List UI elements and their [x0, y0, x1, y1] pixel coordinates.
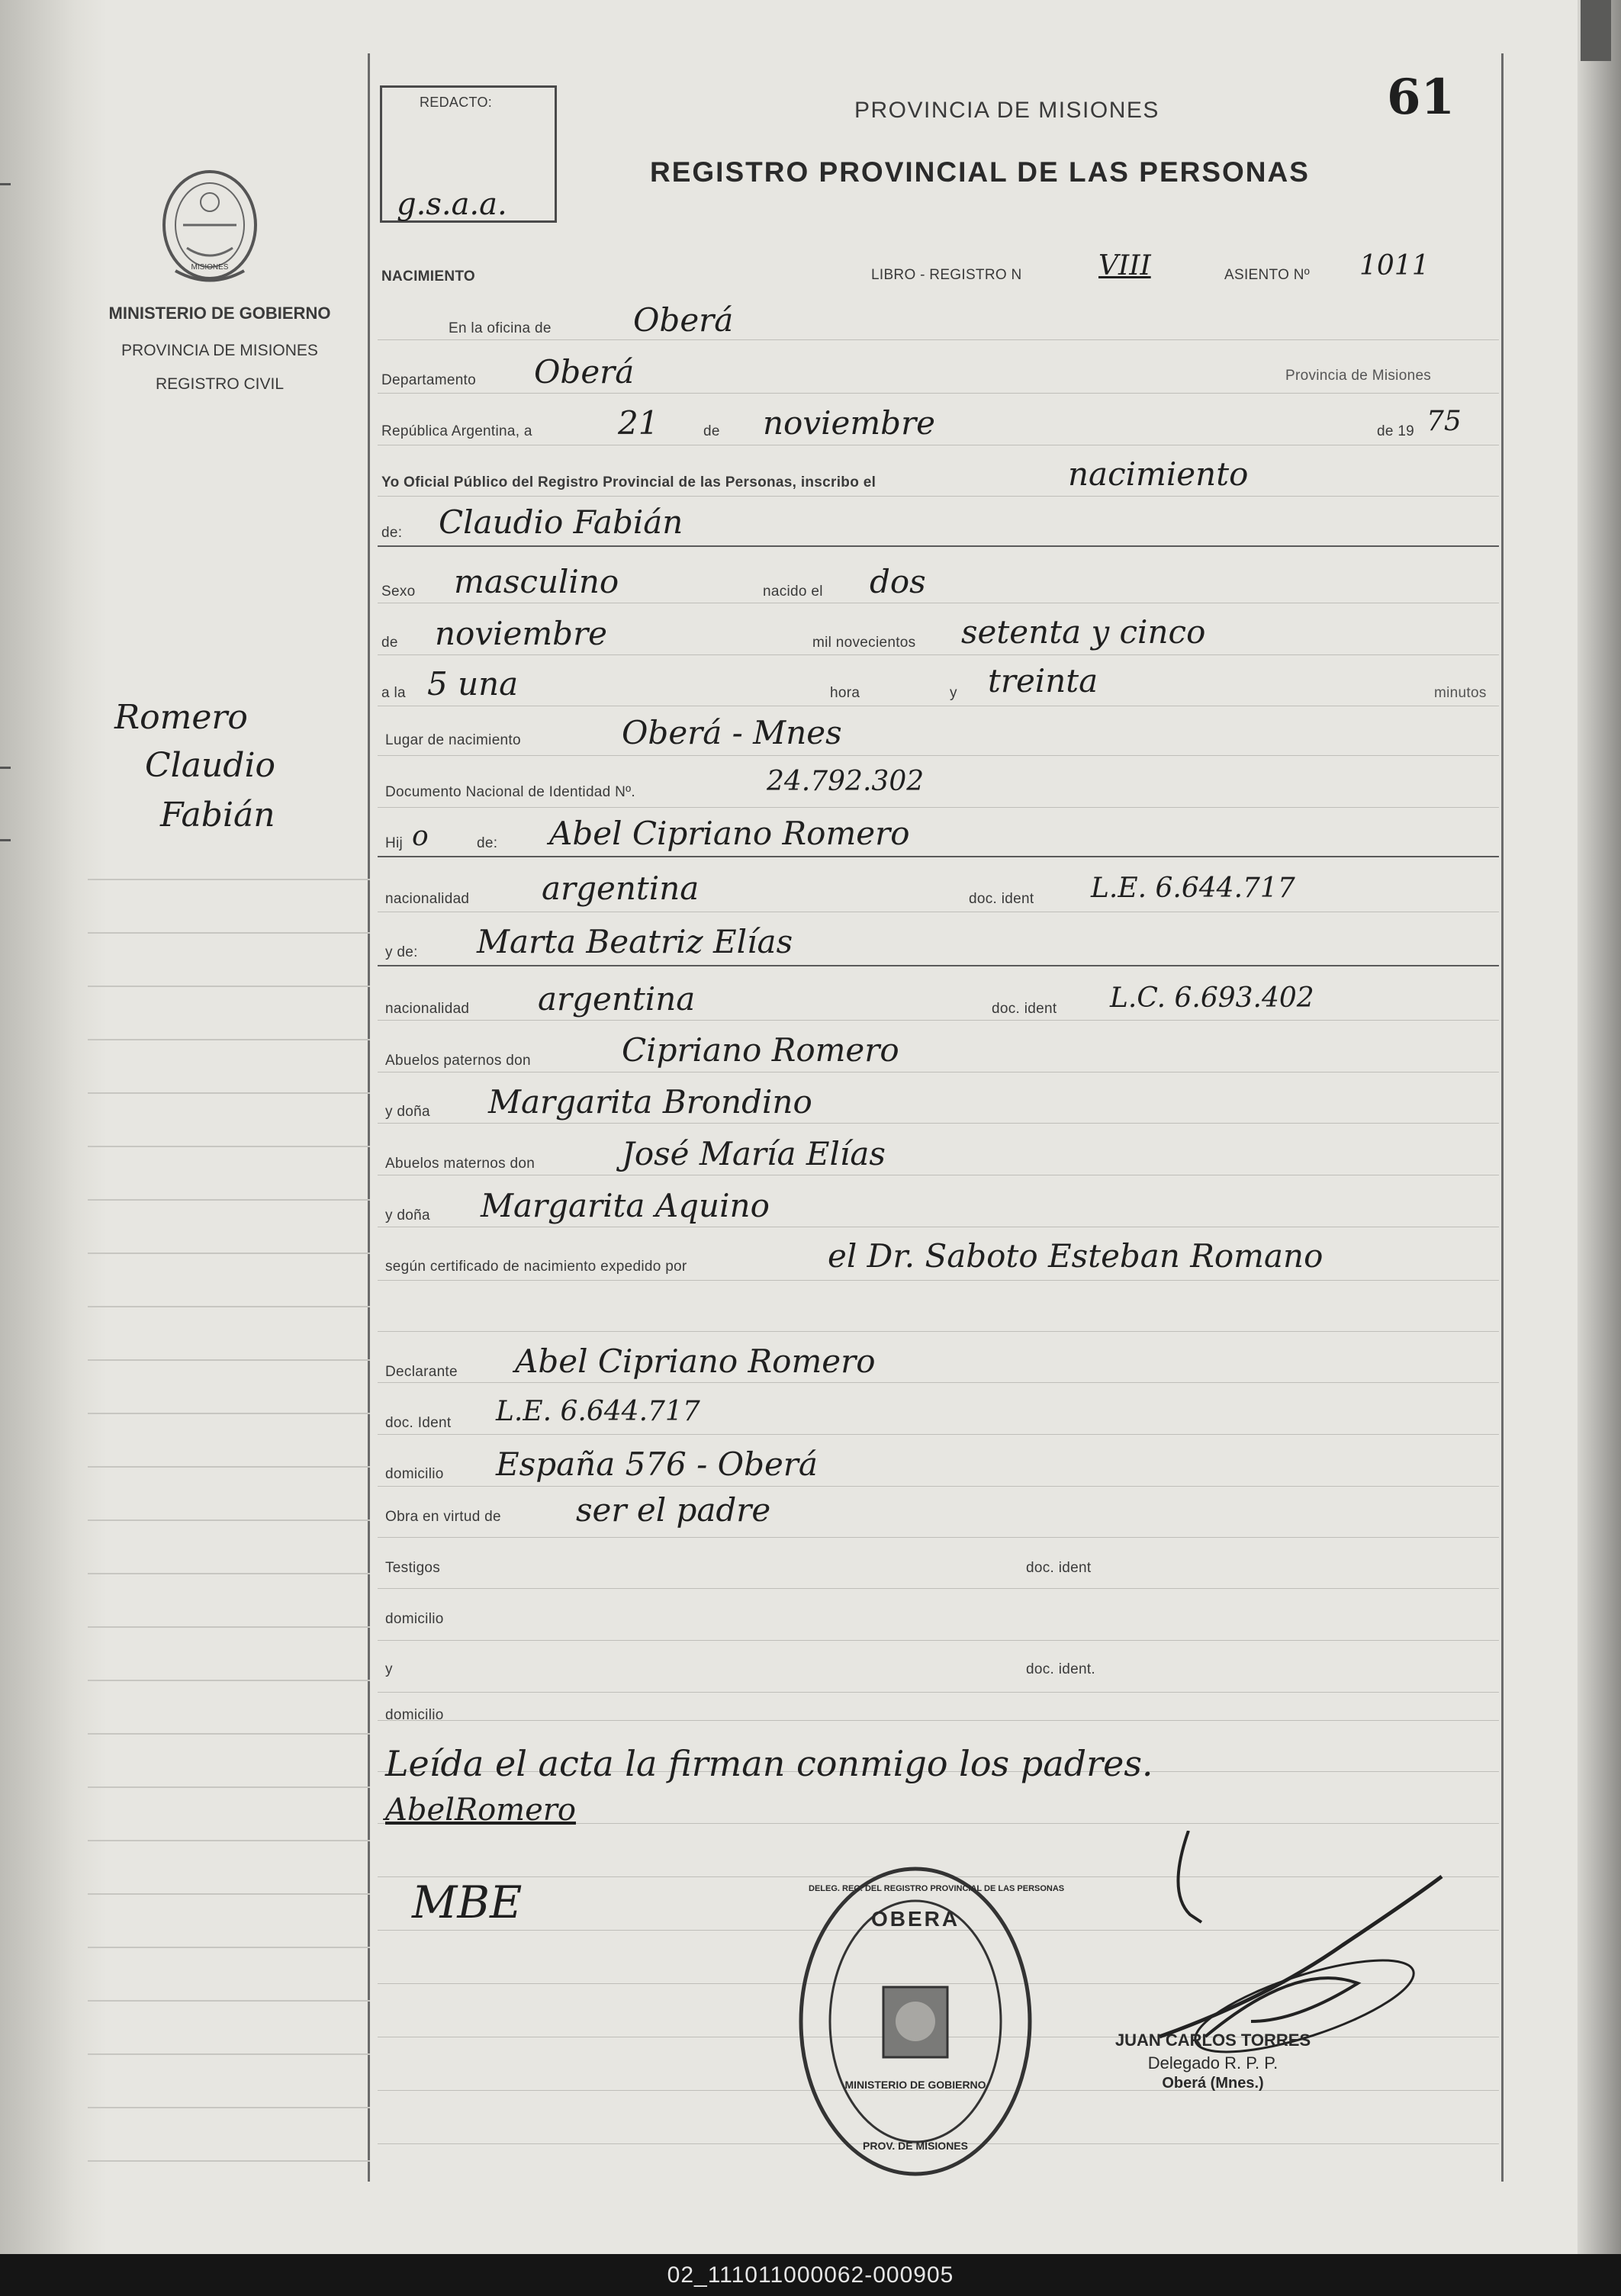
form-rule: [378, 807, 1499, 808]
form-rule: [378, 1588, 1499, 1589]
oficina-value: Oberá: [633, 301, 734, 339]
sexo-value: masculino: [454, 563, 619, 600]
year-value: 75: [1426, 406, 1462, 437]
libro-value: VIII: [1098, 250, 1151, 281]
form-rule: [378, 1331, 1499, 1332]
nac2-value: argentina: [538, 980, 696, 1018]
form-rule: [378, 1434, 1499, 1435]
form-rule: [378, 654, 1499, 655]
margin-note-name2: Fabián: [160, 796, 275, 834]
margin-line: [88, 1199, 370, 1201]
form-rule: [378, 393, 1499, 394]
record-type: NACIMIENTO: [381, 269, 475, 285]
redacto-value: g.s.a.a.: [397, 187, 507, 222]
margin-note-surname: Romero: [114, 698, 248, 737]
yo-oficial-label: Yo Oficial Público del Registro Provincial de las Personas, inscribo el: [381, 474, 876, 490]
left-border: [368, 53, 370, 2182]
doc1-label: doc. ident: [969, 891, 1034, 907]
asiento-value: 1011: [1359, 250, 1430, 281]
nac1-label: nacionalidad: [385, 891, 470, 907]
hijo-suffix: o: [412, 821, 429, 852]
margin-line: [88, 1306, 370, 1307]
alas-label: a la: [381, 685, 406, 701]
margin-line: [88, 1893, 370, 1895]
margin-line: [88, 1413, 370, 1414]
form-rule: [378, 1020, 1499, 1021]
seal-text: MISIONES: [191, 263, 229, 272]
margin-note-name1: Claudio: [145, 746, 276, 785]
cert-label: según certificado de nacimiento expedido por: [385, 1259, 687, 1275]
redacto-label: REDACTO:: [420, 95, 493, 110]
doc2-label: doc. ident: [992, 1001, 1057, 1017]
sexo-label: Sexo: [381, 584, 416, 600]
abm-dona-value: Margarita Aquino: [481, 1187, 770, 1224]
hijo-label: Hij: [385, 835, 404, 851]
form-rule: [378, 1692, 1499, 1693]
margin-line: [88, 1092, 370, 1094]
margin-line: [88, 1733, 370, 1735]
de-label: de: [703, 423, 720, 439]
abm-label: Abuelos maternos don: [385, 1156, 536, 1172]
margin-line: [88, 932, 370, 934]
form-rule: [378, 1280, 1499, 1281]
margin-tick: [0, 183, 11, 185]
abp-label: Abuelos paternos don: [385, 1053, 531, 1069]
margin-line: [88, 2160, 370, 2162]
cert-value: el Dr. Saboto Esteban Romano: [828, 1237, 1323, 1275]
nacido-value: dos: [870, 563, 926, 600]
hour-value: 5 una: [427, 665, 519, 703]
form-rule: [378, 755, 1499, 756]
ministry-title: MINISTERIO DE GOBIERNO: [108, 304, 331, 323]
test-doc-label: doc. ident: [1026, 1560, 1092, 1576]
margin-line: [88, 1146, 370, 1147]
form-rule: [378, 339, 1499, 340]
right-border: [1501, 53, 1504, 2182]
margin-line: [88, 879, 370, 880]
closing-statement: Leída el acta la firman conmigo los padres.: [385, 1743, 1153, 1784]
margin-line: [88, 1519, 370, 1521]
asiento-label: ASIENTO Nº: [1224, 267, 1310, 283]
father-signature: AbelRomero: [385, 1793, 576, 1828]
form-rule: [378, 1382, 1499, 1383]
margin-line: [88, 1039, 370, 1040]
y2-doc-label: doc. ident.: [1026, 1661, 1095, 1677]
stamp-center-text: OBERA: [870, 1907, 960, 1931]
test-dom-label: domicilio: [385, 1611, 444, 1627]
form-rule: [378, 1537, 1499, 1538]
margin-line: [88, 2107, 370, 2108]
hijo-de-label: de:: [477, 835, 498, 851]
nac1-value: argentina: [542, 870, 700, 907]
y2-label: y: [385, 1661, 393, 1677]
abm-value: José María Elías: [622, 1135, 886, 1172]
form-rule: [378, 1123, 1499, 1124]
domicilio-value: España 576 - Oberá: [496, 1445, 818, 1483]
margin-line: [88, 1626, 370, 1628]
form-rule-bold: [378, 965, 1499, 966]
mother-name: Marta Beatriz Elías: [477, 923, 793, 960]
form-rule: [378, 496, 1499, 497]
form-rule: [378, 1486, 1499, 1487]
dni-value: 24.792.302: [767, 766, 925, 797]
abp-dona-label: y doña: [385, 1104, 430, 1120]
decl-doc-label: doc. Ident: [385, 1415, 452, 1431]
margin-line: [88, 1253, 370, 1254]
declarante-value: Abel Cipriano Romero: [515, 1343, 876, 1380]
page-tab: [1581, 0, 1611, 61]
decl-doc-value: L.E. 6.644.717: [496, 1396, 700, 1427]
mil-label: mil novecientos: [812, 635, 916, 651]
minutos-label: minutos: [1434, 685, 1487, 701]
lugar-label: Lugar de nacimiento: [385, 732, 521, 748]
margin-line: [88, 1573, 370, 1574]
page-shadow: [0, 0, 107, 2254]
oficina-label: En la oficina de: [449, 320, 552, 336]
minutes-value: treinta: [988, 662, 1098, 699]
month2-value: noviembre: [435, 615, 607, 652]
image-id-footer: 02_111011000062-000905: [0, 2254, 1621, 2296]
official-place: Oberá (Mnes.): [1162, 2075, 1264, 2092]
dom2-label: domicilio: [385, 1707, 444, 1723]
y-label: y: [950, 685, 957, 701]
margin-line: [88, 986, 370, 987]
form-rule-bold: [378, 856, 1499, 857]
de-name-label: de:: [381, 525, 403, 541]
form-rule-bold: [378, 545, 1499, 547]
page-number: 61: [1387, 69, 1455, 126]
abm-dona-label: y doña: [385, 1207, 430, 1224]
civil-registry: REGISTRO CIVIL: [155, 375, 285, 393]
declarante-label: Declarante: [385, 1364, 458, 1380]
testigos-label: Testigos: [385, 1560, 441, 1576]
abp-value: Cipriano Romero: [622, 1031, 899, 1069]
official-role: Delegado R. P. P.: [1147, 2053, 1278, 2073]
margin-line: [88, 1466, 370, 1468]
doc2-value: L.C. 6.693.402: [1110, 982, 1314, 1014]
newborn-name: Claudio Fabián: [439, 503, 683, 541]
margin-line: [88, 1680, 370, 1681]
form-rule: [378, 1640, 1499, 1641]
nac2-label: nacionalidad: [385, 1001, 470, 1017]
yo-oficial-value: nacimiento: [1068, 455, 1249, 493]
mother-signature: MBE: [412, 1876, 523, 1928]
page-edge: [1578, 0, 1621, 2254]
nacido-label: nacido el: [763, 584, 823, 600]
stamp-foot-text: PROV. DE MISIONES: [863, 2140, 968, 2152]
margin-line: [88, 1947, 370, 1948]
obra-label: Obra en virtud de: [385, 1509, 501, 1525]
margin-line: [88, 1786, 370, 1788]
province-title: PROVINCIA DE MISIONES: [854, 98, 1159, 123]
margin-line: [88, 2000, 370, 2002]
lugar-value: Oberá - Mnes: [622, 714, 842, 751]
registry-title: REGISTRO PROVINCIAL DE LAS PERSONAS: [650, 156, 1310, 188]
margin-line: [88, 2053, 370, 2055]
stamp-top-text: DELEG. REG. DEL REGISTRO PROVINCIAL DE LAS PERSONAS: [809, 1884, 1065, 1893]
stamp-bottom-text: MINISTERIO DE GOBIERNO: [844, 2079, 986, 2091]
departamento-label: Departamento: [381, 372, 477, 388]
dni-label: Documento Nacional de Identidad Nº.: [385, 784, 635, 800]
abp-dona-value: Margarita Brondino: [488, 1083, 812, 1121]
doc1-value: L.E. 6.644.717: [1091, 873, 1295, 904]
month-value: noviembre: [763, 404, 935, 442]
domicilio-label: domicilio: [385, 1466, 444, 1482]
de2-label: de: [381, 635, 398, 651]
departamento-value: Oberá: [534, 353, 635, 391]
libro-label: LIBRO - REGISTRO N: [871, 267, 1022, 283]
hora-label: hora: [830, 685, 860, 701]
margin-tick: [0, 839, 11, 841]
father-name: Abel Cipriano Romero: [549, 815, 910, 852]
margin-line: [88, 1359, 370, 1361]
republica-label: República Argentina, a: [381, 423, 532, 439]
official-name: JUAN CARLOS TORRES: [1114, 2031, 1311, 2050]
margin-line: [88, 1840, 370, 1841]
form-rule: [378, 1720, 1499, 1721]
yde-label: y de:: [385, 944, 418, 960]
ministry-province: PROVINCIA DE MISIONES: [121, 342, 318, 359]
provincia-label: Provincia de Misiones: [1285, 368, 1432, 384]
mil-value: setenta y cinco: [961, 613, 1206, 651]
coat-of-arms-icon: [153, 164, 267, 294]
obra-value: ser el padre: [576, 1491, 771, 1529]
margin-tick: [0, 767, 11, 769]
day-value: 21: [618, 404, 659, 442]
year-label: de 19: [1377, 423, 1415, 439]
